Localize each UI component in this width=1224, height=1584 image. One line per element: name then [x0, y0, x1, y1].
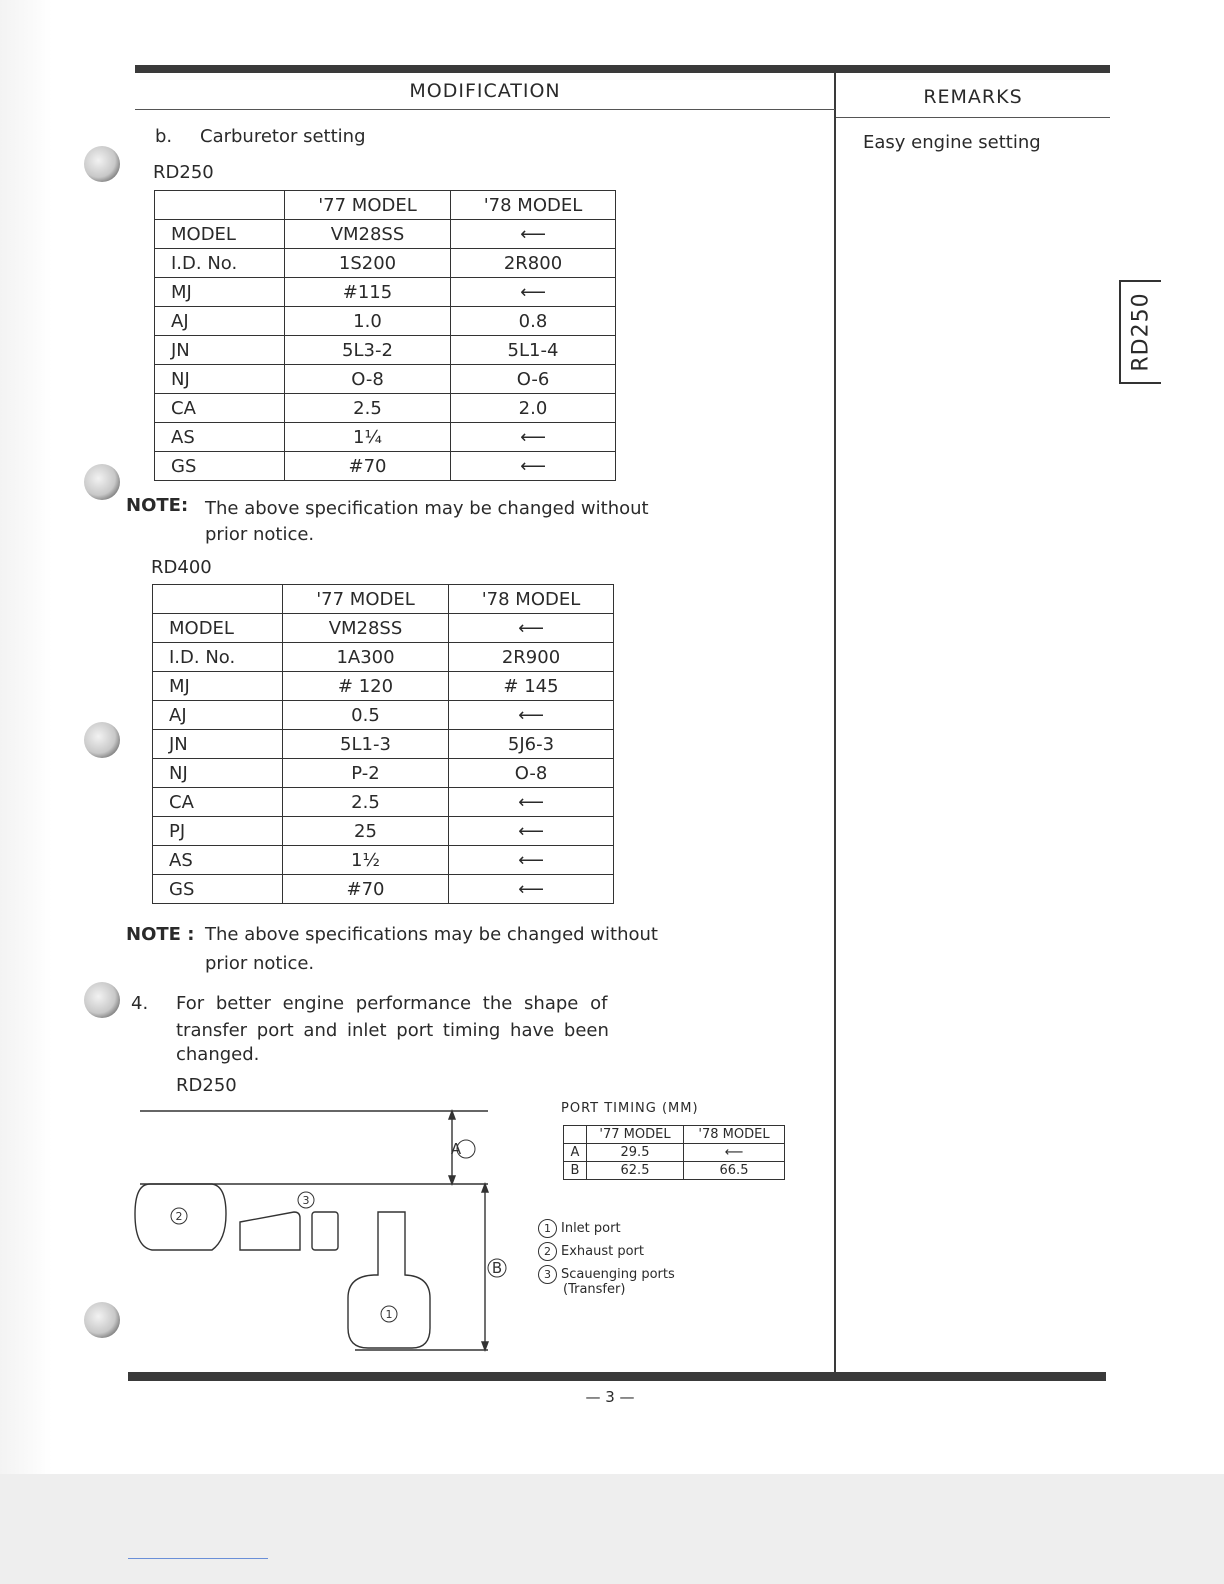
port-timing-table: [563, 1125, 785, 1180]
item-text: For better engine performance the shape of: [176, 993, 608, 1014]
table-cell: 29.5: [587, 1144, 684, 1162]
row-label: GS: [153, 875, 283, 904]
transfer-port-right: [312, 1212, 338, 1250]
dim-label-a: A: [450, 1140, 462, 1158]
table-cell: 1½: [283, 846, 449, 875]
scan-blue-line: [128, 1558, 268, 1559]
binder-hole: [84, 1302, 120, 1338]
table-row: [155, 220, 616, 249]
table-row: [153, 817, 614, 846]
column-header: '77 MODEL: [283, 585, 449, 614]
table-row: [153, 643, 614, 672]
table-row: [153, 788, 614, 817]
table-cell: 62.5: [587, 1162, 684, 1180]
row-label: CA: [155, 394, 285, 423]
table-cell: 1¼: [285, 423, 451, 452]
page-edge-shadow: [0, 0, 52, 1584]
legend-number: 2: [538, 1242, 557, 1261]
table-row: [155, 307, 616, 336]
table-row: [153, 614, 614, 643]
row-label: AS: [153, 846, 283, 875]
binder-hole: [84, 464, 120, 500]
legend-text: Inlet port: [561, 1221, 621, 1236]
table-cell: 2.5: [285, 394, 451, 423]
row-label: JN: [153, 730, 283, 759]
table-row: [153, 672, 614, 701]
table-cell: ⟵: [451, 452, 616, 481]
note-label: NOTE :: [126, 924, 195, 945]
row-label: CA: [153, 788, 283, 817]
table-cell: 0.5: [283, 701, 449, 730]
table-row: [155, 336, 616, 365]
table-cell: 1.0: [285, 307, 451, 336]
rd250-spec-table: [154, 190, 616, 481]
table-cell: ⟵: [451, 220, 616, 249]
table-cell: ⟵: [449, 701, 614, 730]
table-cell: ⟵: [449, 614, 614, 643]
rd400-title: RD400: [151, 557, 212, 578]
table-cell: 2R900: [449, 643, 614, 672]
remarks-heading: REMARKS: [923, 86, 1023, 108]
table-cell: ⟵: [449, 875, 614, 904]
scan-bottom-strip: [0, 1474, 1224, 1584]
header-underline: [135, 109, 835, 110]
table-cell: P-2: [283, 759, 449, 788]
legend-text: Scauenging ports: [561, 1267, 675, 1282]
dim-label-b: B: [491, 1259, 503, 1277]
header-underline: [836, 117, 1110, 118]
section-title: Carburetor setting: [200, 126, 366, 147]
table-cell: VM28SS: [283, 614, 449, 643]
note-text: prior notice.: [205, 524, 315, 545]
table-cell: 5L1-4: [451, 336, 616, 365]
table-cell: 66.5: [684, 1162, 785, 1180]
column-header: [564, 1126, 587, 1144]
column-header: '77 MODEL: [587, 1126, 684, 1144]
diagram-model-label: RD250: [176, 1075, 237, 1096]
table-row: [155, 452, 616, 481]
table-row: [155, 278, 616, 307]
row-label: JN: [155, 336, 285, 365]
table-cell: 25: [283, 817, 449, 846]
rd250-title: RD250: [153, 162, 214, 183]
port-diagram: [130, 1100, 530, 1360]
column-divider: [834, 73, 836, 1373]
binder-hole: [84, 146, 120, 182]
table-cell: #70: [283, 875, 449, 904]
table-row: [153, 701, 614, 730]
table-row: [153, 875, 614, 904]
row-label: PJ: [153, 817, 283, 846]
row-label: NJ: [155, 365, 285, 394]
table-cell: O-8: [449, 759, 614, 788]
table-cell: ⟵: [449, 788, 614, 817]
modification-heading: MODIFICATION: [409, 80, 561, 102]
table-cell: VM28SS: [285, 220, 451, 249]
arrow-b-top: [482, 1184, 488, 1192]
transfer-port-number: 3: [302, 1194, 310, 1207]
table-row: [564, 1144, 785, 1162]
row-label: NJ: [153, 759, 283, 788]
table-cell: ⟵: [449, 846, 614, 875]
table-cell: 2R800: [451, 249, 616, 278]
table-row: [153, 846, 614, 875]
table-row: [153, 759, 614, 788]
column-header: '78 MODEL: [449, 585, 614, 614]
transfer-port-left: [240, 1212, 300, 1250]
column-header: '77 MODEL: [285, 191, 451, 220]
inlet-port: [348, 1212, 430, 1348]
table-cell: #70: [285, 452, 451, 481]
legend-item: [538, 1242, 644, 1261]
page-number: — 3 —: [585, 1388, 635, 1406]
legend-number: 1: [538, 1219, 557, 1238]
row-label: MJ: [155, 278, 285, 307]
row-label: MJ: [153, 672, 283, 701]
port-timing-title: PORT TIMING (MM): [561, 1101, 699, 1116]
table-cell: 5L1-3: [283, 730, 449, 759]
column-header: [153, 585, 283, 614]
table-row: [564, 1162, 785, 1180]
row-label: MODEL: [153, 614, 283, 643]
table-header-row: [153, 585, 614, 614]
table-cell: 1A300: [283, 643, 449, 672]
note-text: The above specifications may be changed without: [205, 924, 658, 945]
table-cell: ⟵: [684, 1144, 785, 1162]
item-text: transfer port and inlet port timing have been: [176, 1020, 609, 1041]
column-header: '78 MODEL: [451, 191, 616, 220]
row-label: AJ: [155, 307, 285, 336]
table-cell: O-8: [285, 365, 451, 394]
table-cell: 1S200: [285, 249, 451, 278]
row-label: I.D. No.: [155, 249, 285, 278]
item-text: changed.: [176, 1044, 260, 1065]
section-label: b.: [155, 126, 173, 147]
table-row: [153, 730, 614, 759]
row-label: AS: [155, 423, 285, 452]
row-label: I.D. No.: [153, 643, 283, 672]
arrow-b-bottom: [482, 1342, 488, 1350]
column-header: [155, 191, 285, 220]
legend-subtext: (Transfer): [563, 1282, 626, 1297]
table-row: [155, 365, 616, 394]
table-row: [155, 394, 616, 423]
binder-hole: [84, 982, 120, 1018]
rd400-spec-table: [152, 584, 614, 904]
table-row: [155, 249, 616, 278]
top-rule: [135, 65, 1110, 73]
side-tab: [1119, 280, 1161, 384]
row-label: A: [564, 1144, 587, 1162]
legend-item: [538, 1219, 621, 1238]
exhaust-port-number: 2: [175, 1210, 183, 1223]
table-header-row: [155, 191, 616, 220]
legend-text: Exhaust port: [561, 1244, 645, 1259]
item-number: 4.: [131, 993, 149, 1014]
table-cell: ⟵: [451, 423, 616, 452]
table-cell: 5J6-3: [449, 730, 614, 759]
table-cell: # 145: [449, 672, 614, 701]
table-cell: 0.8: [451, 307, 616, 336]
row-label: GS: [155, 452, 285, 481]
arrow-a-top: [449, 1111, 455, 1119]
table-cell: 5L3-2: [285, 336, 451, 365]
table-row: [155, 423, 616, 452]
table-header-row: [564, 1126, 785, 1144]
table-cell: 2.5: [283, 788, 449, 817]
binder-hole: [84, 722, 120, 758]
table-cell: #115: [285, 278, 451, 307]
bottom-rule: [128, 1372, 1106, 1381]
row-label: B: [564, 1162, 587, 1180]
table-cell: # 120: [283, 672, 449, 701]
legend-number: 3: [538, 1265, 557, 1284]
inlet-port-number: 1: [385, 1308, 393, 1321]
table-cell: ⟵: [449, 817, 614, 846]
note-label: NOTE:: [126, 495, 189, 516]
note-text: The above specification may be changed without: [205, 498, 649, 519]
arrow-a-bottom: [449, 1176, 455, 1184]
note-text: prior notice.: [205, 953, 315, 974]
remark-text: Easy engine setting: [863, 132, 1041, 153]
column-header: '78 MODEL: [684, 1126, 785, 1144]
table-cell: O-6: [451, 365, 616, 394]
table-cell: 2.0: [451, 394, 616, 423]
side-tab-label: RD250: [1128, 292, 1154, 372]
row-label: MODEL: [155, 220, 285, 249]
row-label: AJ: [153, 701, 283, 730]
table-cell: ⟵: [451, 278, 616, 307]
